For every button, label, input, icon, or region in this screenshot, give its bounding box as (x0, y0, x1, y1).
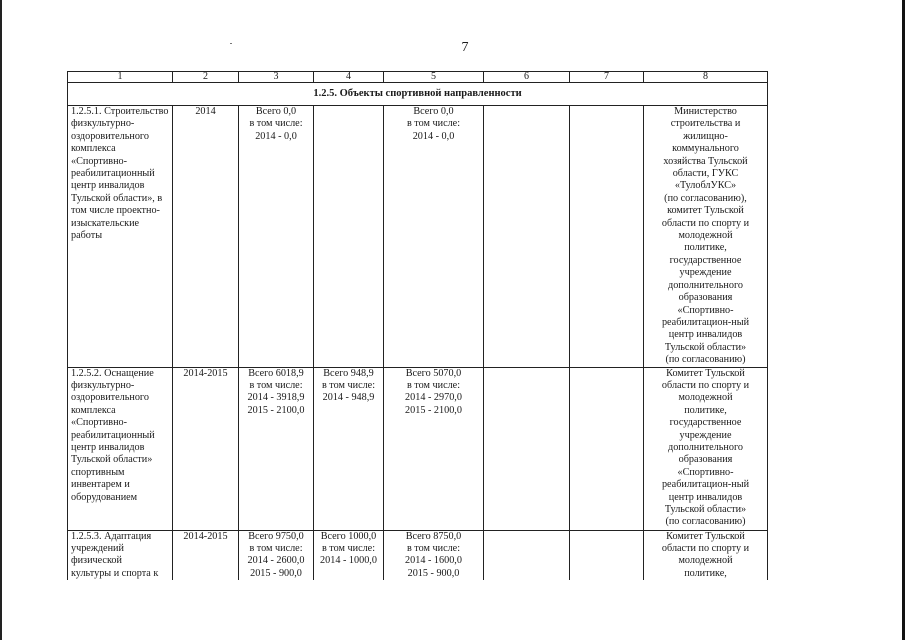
cell-text-line: Комитет Тульской (666, 530, 745, 542)
cell-text-line: «Спортивно- (677, 466, 734, 478)
cell-text-line: жилищно- (683, 130, 728, 142)
cell-text-line: дополнительного (668, 279, 743, 291)
cell-text-line: 2015 - 900,0 (407, 567, 460, 579)
cell-text-line: Тульской области» (664, 504, 747, 515)
cell-text-line: Тульской области» (664, 341, 747, 353)
cell-text-line: государственное (669, 254, 742, 266)
cell-text-line: 1.2.5.1. Строительство (71, 106, 169, 117)
total-funding-cell (239, 530, 314, 581)
cell-text-line: Всего 948,9 (323, 367, 374, 379)
col7-cell (570, 367, 644, 530)
cell-text-line: коммунального (672, 143, 739, 155)
cell-text-line: 2014 - 1000,0 (320, 555, 377, 567)
column-number: 8 (644, 72, 768, 83)
cell-text-line: 1.2.5.3. Адаптация (71, 530, 152, 542)
table-row (68, 106, 768, 368)
cell-text-line: хозяйства Тульской (663, 155, 748, 167)
cell-text-line: центр инвалидов (668, 491, 743, 503)
cell-text-line: молодежной (678, 230, 733, 242)
scan-edge-left (0, 0, 2, 640)
column-number: 6 (484, 72, 570, 83)
cell-text-line: физической (71, 555, 122, 567)
cell-text-line: изыскательские (71, 217, 140, 229)
cell-text-line: образования (678, 454, 733, 466)
column-number: 7 (570, 72, 644, 83)
cell-text-line: 2014 (195, 106, 216, 117)
cell-text-line: в том числе: (249, 542, 303, 554)
table-row (68, 367, 768, 530)
cell-text-line: физкультурно- (71, 118, 135, 130)
col5-funding-cell (384, 367, 484, 530)
cell-text-line: инвентарем и (71, 479, 130, 491)
activity-name-cell (68, 530, 173, 581)
total-funding-cell (239, 106, 314, 368)
cell-text-line: реабилитацион-ный (661, 316, 750, 328)
section-heading-row (68, 83, 768, 106)
activity-name-cell (68, 106, 173, 368)
cell-text-line: Всего 9750,0 (248, 530, 304, 542)
cell-text-line: 2015 - 900,0 (250, 567, 302, 579)
cell-text-line: 2014 - 1600,0 (405, 555, 462, 567)
cell-text-line: области по спорту и (661, 217, 750, 229)
cell-text-line: дополнительного (668, 441, 743, 453)
cell-text-line: (по согласованию), (664, 192, 747, 204)
cell-text-line: в том числе: (406, 379, 461, 391)
cell-text-line: Комитет Тульской (666, 367, 745, 379)
cell-text-line: Тульской области» (71, 454, 153, 466)
table-row (68, 530, 768, 581)
cell-text-line: 2014-2015 (183, 367, 228, 379)
cell-text-line: оборудованием (71, 491, 138, 503)
col4-funding-cell (314, 106, 384, 368)
cell-text-line: физкультурно- (71, 379, 135, 391)
cell-text-line: спортивным (71, 466, 125, 478)
cell-text-line: том числе проектно- (71, 205, 160, 217)
cell-text-line: учреждений (71, 542, 124, 554)
cell-text-line: Министерство (674, 106, 737, 117)
cell-text-line: в том числе: (249, 379, 303, 391)
scan-speck (230, 43, 232, 44)
cell-text-line: центр инвалидов (668, 329, 743, 341)
cell-text-line: «Спортивно- (677, 304, 734, 316)
years-cell (173, 530, 239, 581)
cell-text-line: центр инвалидов (71, 441, 145, 453)
cell-text-line: 2014 - 3918,9 (247, 392, 305, 404)
cell-text-line: (по согласованию) (665, 516, 746, 528)
cell-text-line: культуры и спорта к (71, 567, 159, 579)
cell-text-line: комитет Тульской (667, 205, 744, 217)
cell-text-line: «ТулоблУКС» (674, 180, 737, 192)
cell-text-line: реабилитационный (71, 429, 155, 441)
column-number-row (68, 72, 768, 83)
years-cell (173, 367, 239, 530)
column-number: 2 (173, 72, 239, 83)
cell-text-line: (по согласованию) (665, 354, 746, 366)
cell-text-line: в том числе: (406, 118, 461, 130)
executor-cell (644, 106, 768, 368)
cell-text-line: 2014 - 2970,0 (405, 392, 462, 404)
page-crop-edge (66, 580, 768, 640)
cell-text-line: Всего 8750,0 (405, 530, 462, 542)
cell-text-line: реабилитацион-ный (661, 479, 750, 491)
cell-text-line: Всего 6018,9 (248, 367, 304, 379)
col4-funding-cell (314, 530, 384, 581)
col5-funding-cell (384, 106, 484, 368)
cell-text-line: Всего 1000,0 (320, 530, 377, 542)
cell-text-line: области, ГУКС (672, 168, 739, 180)
col7-cell (570, 530, 644, 581)
cell-text-line: строительства и (670, 118, 741, 130)
cell-text-line: «Спортивно- (71, 417, 128, 429)
cell-text-line: политике, (684, 242, 727, 254)
column-number: 4 (314, 72, 384, 83)
cell-text-line: 2014 - 2600,0 (247, 555, 305, 567)
cell-text-line: 2014 - 948,9 (322, 392, 375, 404)
col6-cell (484, 530, 570, 581)
cell-text-line: в том числе: (406, 542, 461, 554)
cell-text-line: 2014 - 0,0 (412, 130, 455, 142)
program-table (67, 71, 768, 581)
cell-text-line: 2014 - 0,0 (255, 130, 297, 142)
cell-text-line: «Спортивно- (71, 155, 128, 167)
cell-text-line: молодежной (678, 392, 733, 404)
col6-cell (484, 106, 570, 368)
years-cell (173, 106, 239, 368)
section-title: 1.2.5. Объекты спортивной направленности (68, 83, 768, 106)
page-number: 7 (461, 40, 469, 55)
cell-text-line: работы (71, 230, 103, 242)
activity-name-cell (68, 367, 173, 530)
cell-text-line: Всего 5070,0 (405, 367, 462, 379)
cell-text-line: политике, (684, 404, 727, 416)
cell-text-line: 2014-2015 (183, 530, 228, 542)
cell-text-line: комплекса (71, 143, 116, 155)
cell-text-line: учреждение (679, 429, 732, 441)
executor-cell (644, 530, 768, 581)
column-number: 5 (384, 72, 484, 83)
executor-cell (644, 367, 768, 530)
cell-text-line: 2015 - 2100,0 (247, 404, 305, 416)
col4-funding-cell (314, 367, 384, 530)
cell-text-line: Тульской области», в (71, 192, 163, 204)
cell-text-line: реабилитационный (71, 168, 155, 180)
cell-text-line: Всего 0,0 (413, 106, 454, 117)
column-number: 3 (239, 72, 314, 83)
cell-text-line: области по спорту и (661, 379, 750, 391)
cell-text-line: в том числе: (249, 118, 303, 130)
cell-text-line: 1.2.5.2. Оснащение (71, 367, 154, 379)
cell-text-line: политике, (684, 567, 727, 579)
col6-cell (484, 367, 570, 530)
cell-text-line: оздоровительного (71, 130, 149, 142)
cell-text-line: области по спорту и (661, 542, 750, 554)
cell-text-line: в том числе: (321, 379, 376, 391)
total-funding-cell (239, 367, 314, 530)
col5-funding-cell (384, 530, 484, 581)
cell-text-line: образования (678, 292, 733, 304)
cell-text-line: в том числе: (321, 542, 376, 554)
cell-text-line: государственное (669, 417, 742, 429)
col7-cell (570, 106, 644, 368)
cell-text-line: 2015 - 2100,0 (405, 404, 462, 416)
cell-text-line: оздоровительного (71, 392, 149, 404)
cell-text-line: Всего 0,0 (255, 106, 297, 117)
cell-text-line: центр инвалидов (71, 180, 145, 192)
cell-text-line: молодежной (678, 555, 733, 567)
cell-text-line: учреждение (679, 267, 732, 279)
cell-text-line: комплекса (71, 404, 116, 416)
column-number: 1 (68, 72, 173, 83)
